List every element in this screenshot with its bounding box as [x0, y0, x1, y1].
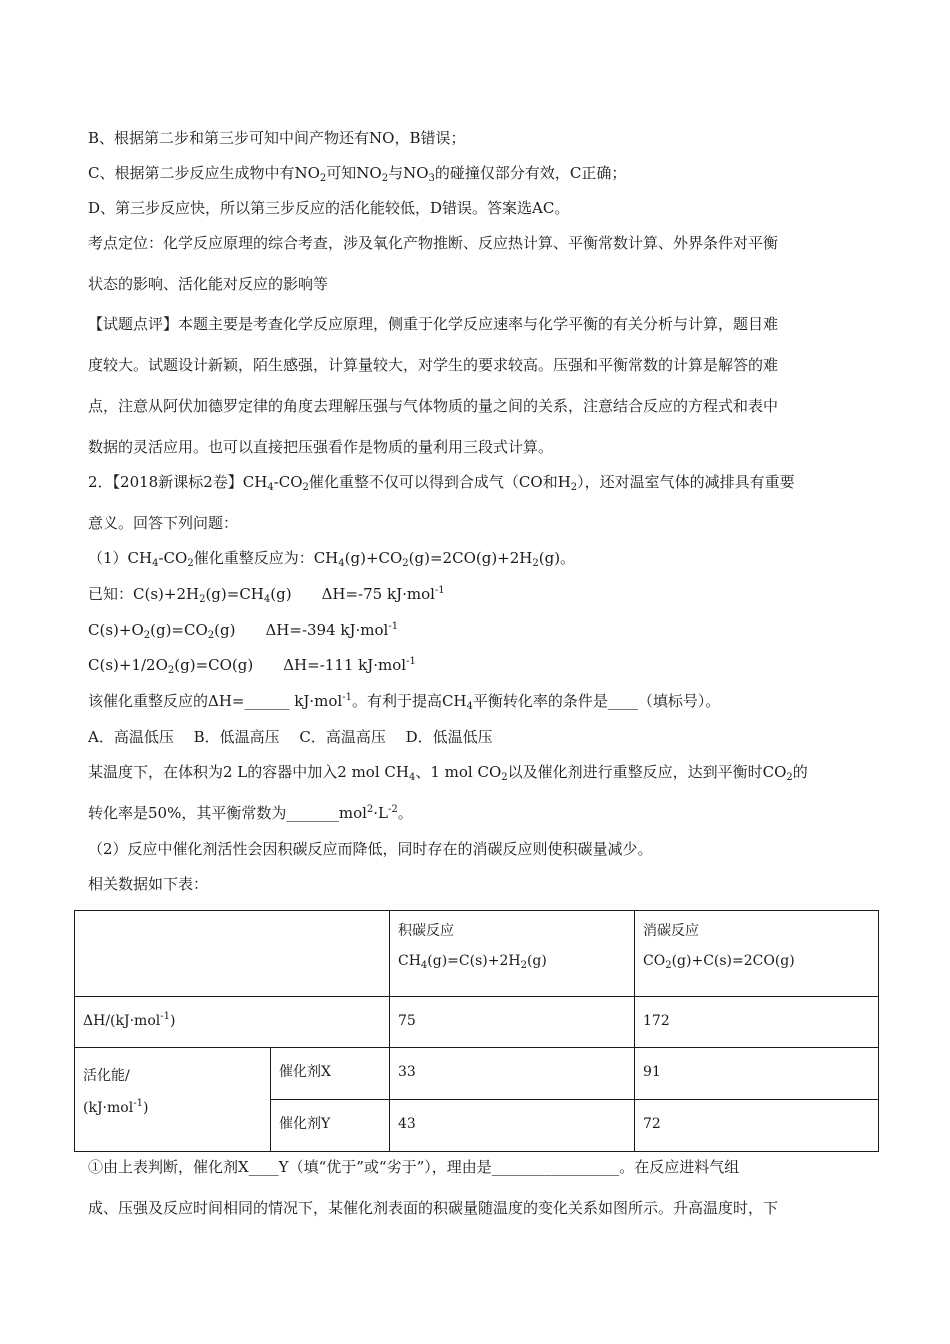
catalyst-question-line-2: 成、压强及反应时间相同的情况下，某催化剂表面的积碳量随温度的变化关系如图所示。升高温度时，下: [88, 1199, 779, 1217]
line-option-c: C、根据第二步反应生成物中有$NO_2$可知$NO_2$与$NO_3$的碰撞仅部分有效，C正确；: [88, 164, 627, 184]
part-1-statement: $(1)CH_4-CO_2$催化重整反应为：$CH_4(g)+CO_2(g)=2CO(g)+2H_2(g)$。: [88, 549, 576, 569]
catalyst-y-accumulation: 43: [390, 1100, 635, 1152]
catalyst-x-elimination: 91: [635, 1048, 879, 1100]
table-header-row: [75, 911, 879, 997]
catalyst-x-accumulation: 33: [390, 1048, 635, 1100]
line-option-b: B、根据第二步和第三步可知中间产物还有NO，B错误；: [88, 129, 466, 147]
dianping-line-3: 点，注意从阿伏加德罗定律的角度去理解压强与气体物质的量之间的关系，注意结合反应的方程式和表中: [88, 397, 779, 415]
answer-options: A．高温低压 B．低温高压 C．高温高压 D．低温低压: [88, 728, 493, 746]
delta-h-elimination: 172: [635, 997, 879, 1048]
known-reaction-3: $C(s)+1/2O_2(g)=CO(g)$ ΔH=-111 kJ·mol$^{-1}$: [88, 656, 416, 676]
reaction-data-table: [74, 910, 879, 1152]
question-delta-h: 该催化重整反应的ΔH=______ kJ·mol$^{-1}$。有利于提高$CH_4$平衡转化率的条件是____（填标号）。: [88, 692, 721, 712]
part-2-statement: （2）反应中催化剂活性会因积碳反应而降低，同时存在的消碳反应则使积碳量减少。: [88, 840, 653, 858]
equilibrium-question-1: 某温度下，在体积为2 L的容器中加入2 mol $CH_4$、1 mol $CO_2$以及催化剂进行重整反应，达到平衡时$CO_2$的: [88, 763, 808, 783]
delta-h-label: ΔH/(kJ·mol$^{-1}$): [75, 997, 390, 1048]
catalyst-y-elimination: 72: [635, 1100, 879, 1152]
table-intro: 相关数据如下表：: [88, 875, 209, 893]
known-reaction-1: 已知：$C(s)+2H_2(g)=CH_4(g)$ ΔH=-75 kJ·mol$^{-1}$: [88, 585, 445, 605]
known-reaction-2: $C(s)+O_2(g)=CO_2(g)$ ΔH=-394 kJ·mol$^{-1}$: [88, 621, 399, 641]
header-empty-cell: [75, 911, 390, 997]
kaodian-line-1: 考点定位：化学反应原理的综合考查，涉及氧化产物推断、反应热计算、平衡常数计算、外界条件对平衡: [88, 234, 779, 252]
dianping-line-2: 度较大。试题设计新颖，陌生感强，计算量较大，对学生的要求较高。压强和平衡常数的计算是解答的难: [88, 356, 779, 374]
catalyst-x-label: 催化剂X: [271, 1048, 390, 1100]
table-row-catalyst-x: [75, 1048, 879, 1100]
dianping-line-1: 【试题点评】本题主要是考查化学反应原理，侧重于化学反应速率与化学平衡的有关分析与计算，题目难: [88, 315, 779, 333]
line-option-d: D、第三步反应快，所以第三步反应的活化能较低，D错误。答案选AC。: [88, 199, 570, 217]
catalyst-question-line-1: ①由上表判断，催化剂X____Y（填“优于”或“劣于”），理由是_________________。在反应进料气组: [88, 1158, 740, 1176]
table-row-delta-h: [75, 997, 879, 1048]
header-accumulation: 积碳反应 $CH_4(g)=C(s)+2H_2(g)$: [390, 911, 635, 997]
catalyst-y-label: 催化剂Y: [271, 1100, 390, 1152]
header-elimination: 消碳反应 $CO_2(g)+C(s)=2CO(g)$: [635, 911, 879, 997]
activation-energy-label: 活化能/ (kJ·mol$^{-1}$): [75, 1048, 271, 1152]
delta-h-accumulation: 75: [390, 997, 635, 1048]
question-2-line-1: 2．【2018新课标2卷】$CH_4-CO_2$催化重整不仅可以得到合成气（CO和$H_2$），还对温室气体的减排具有重要: [88, 473, 795, 493]
kaodian-line-2: 状态的影响、活化能对反应的影响等: [88, 275, 329, 293]
question-2-line-2: 意义。回答下列问题：: [88, 514, 239, 532]
dianping-line-4: 数据的灵活应用。也可以直接把压强看作是物质的量利用三段式计算。: [88, 438, 554, 456]
equilibrium-question-2: 转化率是50%，其平衡常数为$\_\_\_\_\_\_\_mol^2\cdot L^{-2}$。: [88, 804, 413, 822]
